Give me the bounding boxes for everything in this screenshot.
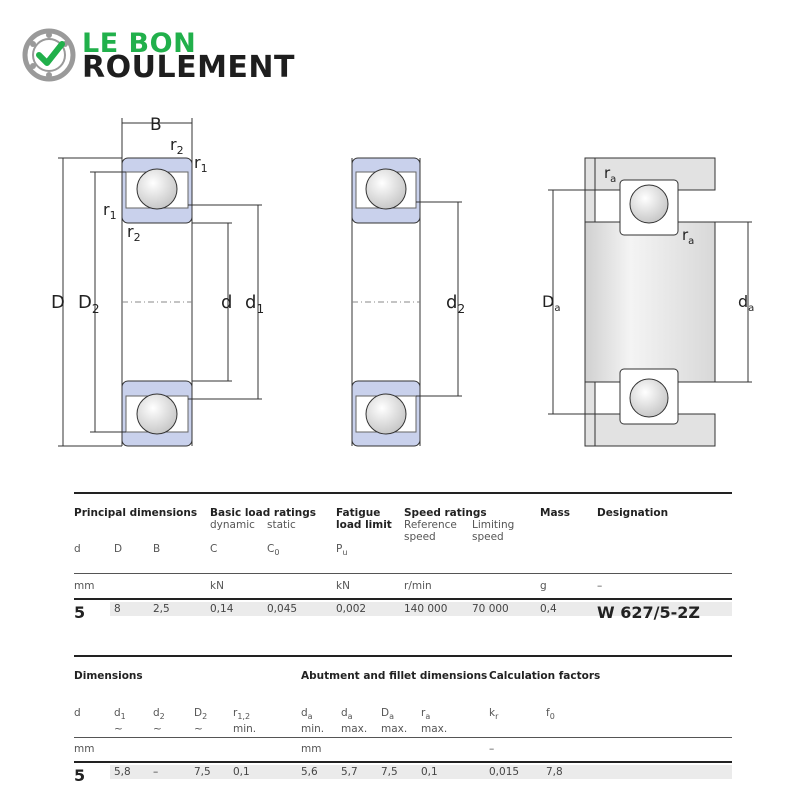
symbol-D: D — [114, 543, 123, 555]
unit-kN-fatigue: kN — [336, 580, 350, 592]
table-top-rule — [74, 492, 732, 494]
subheader-dynamic: dynamic — [210, 519, 255, 531]
label-D: D — [51, 292, 65, 313]
symbol2-da-min: $d_a$ min. — [301, 707, 325, 736]
symbol-Pu: $P_u$ — [336, 543, 348, 558]
symbol2-f0: $f_0$ — [546, 707, 555, 722]
label-ra-top: $r_a$ — [604, 164, 617, 185]
header-speed-ratings: Speed ratings — [404, 507, 487, 519]
table2-mid-rule — [74, 737, 732, 738]
unit2-mm-abutment: mm — [301, 743, 322, 755]
header-basic-load-ratings: Basic load ratings — [210, 507, 317, 519]
row2-da-min: 5,6 — [301, 766, 318, 778]
symbol2-r12: $r_{1,2}$ min. — [233, 707, 257, 736]
unit-g: g — [540, 580, 547, 592]
symbol-C0: $C_0$ — [267, 543, 280, 558]
unit-kN: kN — [210, 580, 224, 592]
logo-line-1: LE BON — [82, 28, 197, 59]
row-D: 8 — [114, 603, 121, 615]
row-ref-speed: 140 000 — [404, 603, 448, 615]
bearing-section-1 — [58, 118, 265, 446]
header-designation: Designation — [597, 507, 669, 519]
logo-line-2: ROULEMENT — [82, 50, 295, 85]
header-dimensions: Dimensions — [74, 670, 143, 682]
symbol2-d: d — [74, 707, 81, 719]
subheader-reference: Reference — [404, 519, 457, 531]
unit2-dash: – — [489, 743, 495, 755]
bearing-check-icon — [22, 28, 76, 82]
symbol2-D2: $D_2$ ~ — [194, 707, 208, 736]
row-lim-speed: 70 000 — [472, 603, 509, 615]
header-abutment: Abutment and fillet dimensions — [301, 670, 488, 682]
symbol2-Da: $D_a$ max. — [381, 707, 408, 736]
header-mass: Mass — [540, 507, 571, 519]
unit2-mm: mm — [74, 743, 95, 755]
label-d2: $d_2$ — [446, 292, 466, 316]
header-fatigue-load-limit: load limit — [336, 519, 392, 531]
mounting-drawing — [548, 158, 755, 446]
subheader-static: static — [267, 519, 296, 531]
symbol-d: d — [74, 543, 81, 555]
row2-r12: 0,1 — [233, 766, 250, 778]
symbol-B: B — [153, 543, 161, 555]
label-r2-left: $r_2$ — [127, 222, 141, 244]
label-D2: $D_2$ — [78, 292, 100, 316]
row-C0: 0,045 — [267, 603, 298, 615]
unit-dash: – — [597, 580, 603, 592]
label-r2-top: $r_2$ — [170, 135, 184, 157]
row-Pu: 0,002 — [336, 603, 367, 615]
row2-d1: 5,8 — [114, 766, 131, 778]
symbol2-kr: $k_r$ — [489, 707, 499, 722]
row2-d: 5 — [74, 766, 86, 785]
symbol2-d1: $d_1$ ~ — [114, 707, 126, 736]
label-d: d — [221, 292, 233, 313]
header-fatigue: Fatigue — [336, 507, 381, 519]
subheader-limiting-speed: speed — [472, 531, 504, 543]
row2-D2: 7,5 — [194, 766, 211, 778]
symbol-C: C — [210, 543, 218, 555]
row-d: 5 — [74, 603, 86, 622]
label-r1-left: $r_1$ — [103, 200, 117, 222]
row-B: 2,5 — [153, 603, 170, 615]
table2-row-rule — [74, 761, 732, 763]
label-da: $d_a$ — [738, 292, 755, 314]
row2-da-max: 5,7 — [341, 766, 358, 778]
row2-kr: 0,015 — [489, 766, 520, 778]
row-designation: W 627/5-2Z — [597, 603, 700, 622]
label-ra-right: $r_a$ — [682, 226, 695, 247]
unit-rmin: r/min — [404, 580, 432, 592]
header-principal-dimensions: Principal dimensions — [74, 507, 198, 519]
row-mass: 0,4 — [540, 603, 557, 615]
row2-d2: – — [153, 766, 159, 778]
label-r1-top: $r_1$ — [194, 153, 208, 175]
table-mid-rule — [74, 573, 732, 574]
row2-ra: 0,1 — [421, 766, 438, 778]
unit-mm: mm — [74, 580, 95, 592]
row2-Da: 7,5 — [381, 766, 398, 778]
bearing-drawing — [0, 100, 800, 470]
label-B: B — [150, 115, 162, 135]
label-Da: $D_a$ — [542, 292, 561, 314]
row2-f0: 7,8 — [546, 766, 563, 778]
subheader-limiting: Limiting — [472, 519, 515, 531]
brand-logo[interactable] — [22, 28, 302, 84]
symbol2-d2: $d_2$ ~ — [153, 707, 165, 736]
table2-top-rule — [74, 655, 732, 657]
header-calculation-factors: Calculation factors — [489, 670, 601, 682]
row-C: 0,14 — [210, 603, 234, 615]
label-d1: $d_1$ — [245, 292, 265, 316]
symbol2-da-max: $d_a$ max. — [341, 707, 368, 736]
subheader-reference-speed: speed — [404, 531, 436, 543]
table-row-rule — [74, 598, 732, 600]
symbol2-ra: $r_a$ max. — [421, 707, 448, 736]
